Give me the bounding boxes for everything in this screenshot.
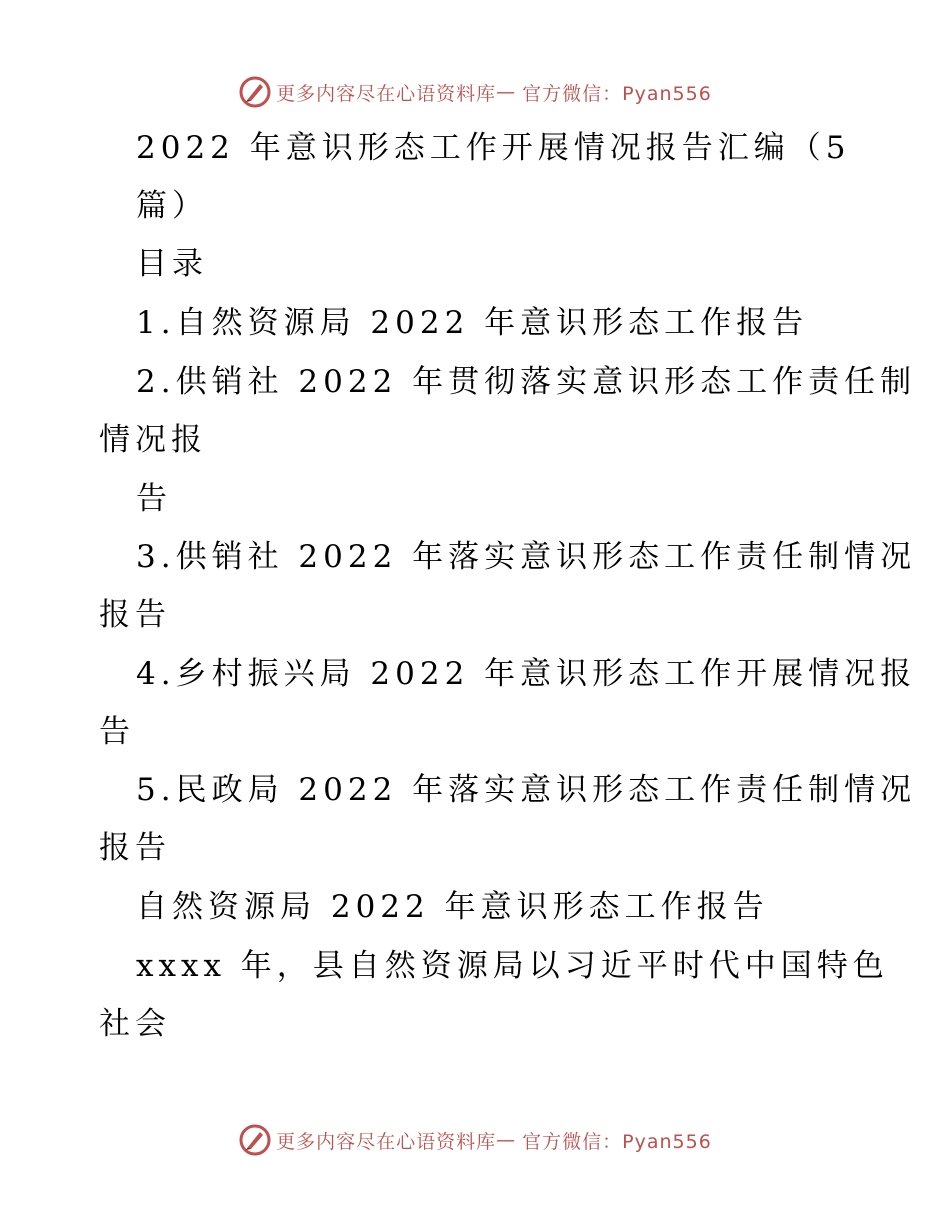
pen-logo-icon: [238, 1123, 272, 1157]
watermark-text: 更多内容尽在心语资料库: [276, 1130, 497, 1153]
watermark-text: 更多内容尽在心语资料库: [276, 82, 497, 105]
toc-item-3-line-2: 报告: [99, 597, 171, 633]
watermark-contact: 官方微信：Pyan556: [522, 1130, 712, 1153]
document-title-line-1: 2022 年意识形态工作开展情况报告汇编（5: [136, 130, 851, 166]
toc-item-2-line-3: 告: [136, 481, 172, 517]
watermark-dash: —: [496, 81, 517, 103]
body-paragraph-line-1: xxxx 年，县自然资源局以习近平时代中国特色: [136, 948, 889, 984]
pen-logo-icon: [238, 75, 272, 109]
header-watermark: [0, 72, 950, 112]
footer-watermark: [0, 1120, 950, 1160]
document-title-line-2: 篇）: [136, 188, 208, 224]
body-paragraph-line-2: 社会: [99, 1006, 171, 1042]
section-heading: 自然资源局 2022 年意识形态工作报告: [136, 889, 769, 925]
toc-item-2-line-2: 情况报: [99, 422, 207, 458]
toc-item-5-line-1: 5.民政局 2022 年落实意识形态工作责任制情况: [136, 772, 917, 808]
watermark-contact: 官方微信：Pyan556: [522, 82, 712, 105]
toc-item-2-line-1: 2.供销社 2022 年贯彻落实意识形态工作责任制: [136, 364, 917, 400]
toc-item-1: 1.自然资源局 2022 年意识形态工作报告: [136, 305, 809, 341]
toc-item-4-line-2: 告: [99, 714, 135, 750]
toc-heading: 目录: [136, 246, 208, 282]
watermark-dash: —: [496, 1129, 517, 1151]
toc-item-5-line-2: 报告: [99, 830, 171, 866]
toc-item-4-line-1: 4.乡村振兴局 2022 年意识形态工作开展情况报: [136, 656, 917, 692]
toc-item-3-line-1: 3.供销社 2022 年落实意识形态工作责任制情况: [136, 539, 917, 575]
